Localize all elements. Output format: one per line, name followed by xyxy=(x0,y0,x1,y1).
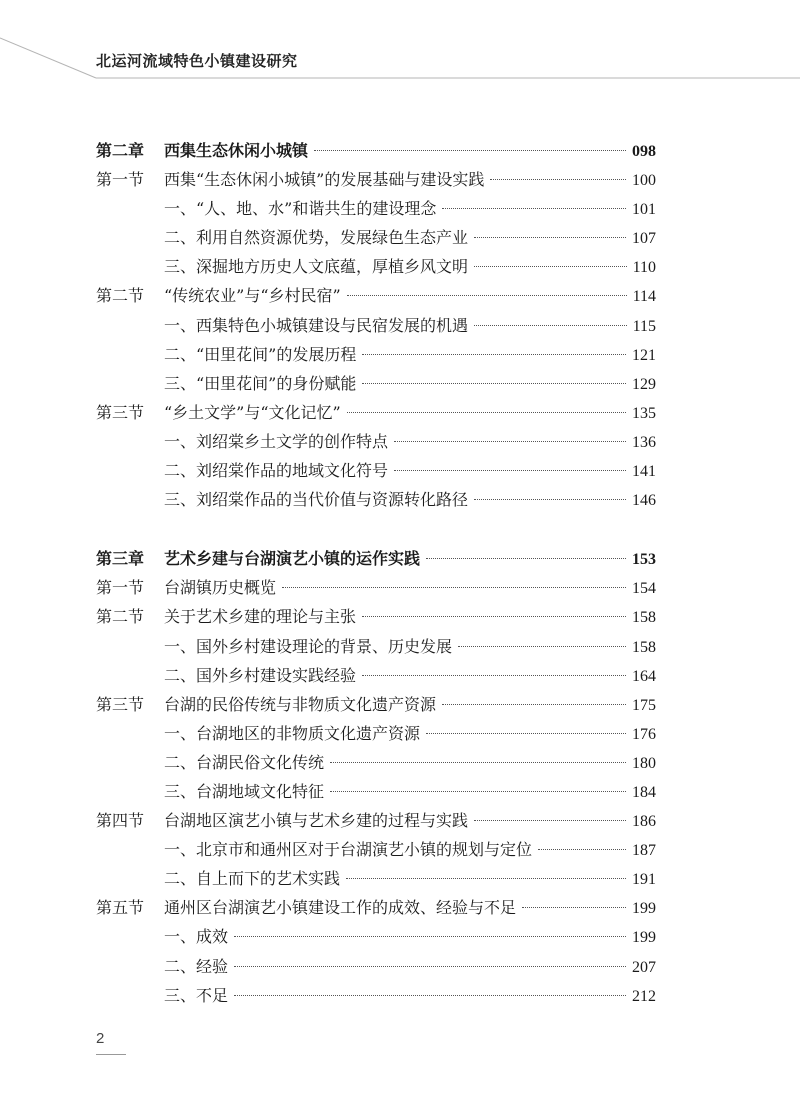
toc-chapter-entry[interactable] xyxy=(96,136,656,165)
toc-subsection-entry[interactable] xyxy=(96,835,656,864)
toc-entry-title: 一、刘绍棠乡土文学的创作特点 xyxy=(164,431,389,451)
toc-leader-dots xyxy=(234,995,626,996)
toc-leader-dots xyxy=(346,878,626,879)
toc-section-entry[interactable] xyxy=(96,602,656,631)
toc-section-entry[interactable] xyxy=(96,398,656,427)
toc-entry-title: 台湖地区演艺小镇与艺术乡建的过程与实践 xyxy=(164,811,469,831)
toc-entry-title: 西集生态休闲小城镇 xyxy=(164,141,309,160)
toc-entry-title: “乡土文学”与“文化记忆” xyxy=(164,402,341,422)
toc-page-number: 121 xyxy=(632,346,656,364)
toc-subsection-entry[interactable] xyxy=(96,223,656,252)
toc-leader-dots xyxy=(538,849,626,850)
toc-leader-dots xyxy=(362,616,626,617)
toc-page-number: 176 xyxy=(632,725,656,743)
toc-subsection-entry[interactable] xyxy=(96,340,656,369)
toc-page-number: 136 xyxy=(632,433,656,451)
toc-page-number: 115 xyxy=(632,317,656,335)
toc-page-number: 184 xyxy=(632,783,656,801)
toc-entry-number: 第一节 xyxy=(96,170,145,190)
toc-section-entry[interactable] xyxy=(96,281,656,310)
toc-page-number: 164 xyxy=(632,667,656,685)
toc-leader-dots xyxy=(474,266,627,267)
toc-subsection-entry[interactable] xyxy=(96,748,656,777)
chapter-gap xyxy=(96,514,656,544)
toc-leader-dots xyxy=(362,354,626,355)
toc-entry-title: 艺术乡建与台湖演艺小镇的运作实践 xyxy=(164,549,421,569)
toc-entry-title: 二、经验 xyxy=(164,956,229,976)
page-number: 2 xyxy=(96,1030,105,1047)
toc-leader-dots xyxy=(426,733,626,734)
toc-page-number: 141 xyxy=(632,463,656,481)
toc-entry-number: 第五节 xyxy=(96,898,145,918)
toc-leader-dots xyxy=(362,383,626,384)
toc-page-number: 199 xyxy=(632,929,656,947)
toc-entry-number: 第四节 xyxy=(96,811,145,831)
toc-entry-title: “传统农业”与“乡村民宿” xyxy=(164,286,341,306)
toc-entry-number: 第一节 xyxy=(96,578,145,598)
header-decoration xyxy=(0,0,800,90)
toc-leader-dots xyxy=(394,470,626,471)
toc-entry-title: 二、刘绍棠作品的地域文化符号 xyxy=(164,461,389,481)
toc-entry-number: 第二节 xyxy=(96,286,145,306)
toc-entry-title: 一、西集特色小城镇建设与民宿发展的机遇 xyxy=(164,315,469,335)
toc-leader-dots xyxy=(426,558,626,559)
toc-page-number: 186 xyxy=(632,813,656,831)
toc-entry-number: 第三章 xyxy=(96,549,145,569)
toc-subsection-entry[interactable] xyxy=(96,369,656,398)
toc-subsection-entry[interactable] xyxy=(96,456,656,485)
toc-entry-title: 三、“田里花间”的身份赋能 xyxy=(164,373,357,393)
toc-entry-title: 西集“生态休闲小城镇”的发展基础与建设实践 xyxy=(164,170,485,190)
toc-leader-dots xyxy=(474,820,626,821)
toc-entry-number: 第三节 xyxy=(96,402,145,422)
toc-entry-title: 通州区台湖演艺小镇建设工作的成效、经验与不足 xyxy=(164,898,517,918)
toc-entry-title: 一、“人、地、水”和谐共生的建设理念 xyxy=(164,199,437,219)
toc-page-number: 098 xyxy=(632,143,656,160)
toc-chapter-entry[interactable] xyxy=(96,544,656,573)
toc-subsection-entry[interactable] xyxy=(96,952,656,981)
toc-page-number: 175 xyxy=(632,696,656,714)
toc-page-number: 129 xyxy=(632,375,656,393)
toc-leader-dots xyxy=(394,441,626,442)
toc-page-number: 158 xyxy=(632,609,656,627)
toc-leader-dots xyxy=(522,907,626,908)
toc-page-number: 199 xyxy=(632,900,656,918)
table-of-contents xyxy=(96,136,656,1010)
toc-entry-title: 二、利用自然资源优势，发展绿色生态产业 xyxy=(164,228,469,248)
toc-entry-number: 第二节 xyxy=(96,607,145,627)
toc-page-number: 212 xyxy=(632,987,656,1005)
toc-entry-title: 三、刘绍棠作品的当代价值与资源转化路径 xyxy=(164,490,469,510)
toc-entry-title: 三、不足 xyxy=(164,985,229,1005)
toc-subsection-entry[interactable] xyxy=(96,485,656,514)
toc-subsection-entry[interactable] xyxy=(96,194,656,223)
toc-entry-title: 三、台湖地域文化特征 xyxy=(164,781,325,801)
toc-entry-number: 第三节 xyxy=(96,694,145,714)
toc-leader-dots xyxy=(474,237,626,238)
toc-leader-dots xyxy=(442,704,626,705)
toc-entry-title: 台湖镇历史概览 xyxy=(164,578,277,598)
toc-subsection-entry[interactable] xyxy=(96,719,656,748)
toc-leader-dots xyxy=(234,936,626,937)
toc-entry-title: 二、“田里花间”的发展历程 xyxy=(164,344,357,364)
toc-entry-title: 三、深掘地方历史人文底蕴，厚植乡风文明 xyxy=(164,257,469,277)
toc-section-entry[interactable] xyxy=(96,573,656,602)
toc-leader-dots xyxy=(347,412,626,413)
toc-entry-title: 二、自上而下的艺术实践 xyxy=(164,869,341,889)
toc-page-number: 154 xyxy=(632,580,656,598)
toc-entry-title: 二、国外乡村建设实践经验 xyxy=(164,665,357,685)
toc-leader-dots xyxy=(330,762,626,763)
toc-subsection-entry[interactable] xyxy=(96,981,656,1010)
toc-subsection-entry[interactable] xyxy=(96,661,656,690)
toc-subsection-entry[interactable] xyxy=(96,311,656,340)
toc-page-number: 158 xyxy=(632,638,656,656)
toc-page-number: 191 xyxy=(632,871,656,889)
toc-subsection-entry[interactable] xyxy=(96,777,656,806)
toc-page-number: 153 xyxy=(632,551,656,569)
toc-entry-number: 第二章 xyxy=(96,141,145,160)
toc-page-number: 187 xyxy=(632,842,656,860)
toc-section-entry[interactable] xyxy=(96,165,656,194)
toc-page-number: 110 xyxy=(632,259,656,277)
toc-page-number: 207 xyxy=(632,958,656,976)
toc-page-number: 101 xyxy=(632,201,656,219)
toc-section-entry[interactable] xyxy=(96,893,656,922)
toc-leader-dots xyxy=(490,179,626,180)
toc-page-number: 146 xyxy=(632,492,656,510)
toc-entry-title: 一、国外乡村建设理论的背景、历史发展 xyxy=(164,636,453,656)
toc-entry-title: 二、台湖民俗文化传统 xyxy=(164,752,325,772)
toc-page-number: 114 xyxy=(632,288,656,306)
toc-section-entry[interactable] xyxy=(96,806,656,835)
toc-entry-title: 一、台湖地区的非物质文化遗产资源 xyxy=(164,723,421,743)
toc-leader-dots xyxy=(362,675,626,676)
toc-entry-title: 一、北京市和通州区对于台湖演艺小镇的规划与定位 xyxy=(164,840,533,860)
running-title: 北运河流域特色小镇建设研究 xyxy=(96,52,298,70)
toc-leader-dots xyxy=(474,325,627,326)
folio-rule xyxy=(96,1054,126,1055)
toc-leader-dots xyxy=(234,966,626,967)
toc-section-entry[interactable] xyxy=(96,690,656,719)
toc-leader-dots xyxy=(347,295,627,296)
toc-subsection-entry[interactable] xyxy=(96,252,656,281)
toc-page-number: 100 xyxy=(632,172,656,190)
toc-page-number: 107 xyxy=(632,230,656,248)
toc-entry-title: 一、成效 xyxy=(164,927,229,947)
toc-leader-dots xyxy=(330,791,626,792)
toc-leader-dots xyxy=(458,646,626,647)
toc-entry-title: 台湖的民俗传统与非物质文化遗产资源 xyxy=(164,694,437,714)
toc-leader-dots xyxy=(442,208,626,209)
toc-subsection-entry[interactable] xyxy=(96,632,656,661)
toc-page-number: 180 xyxy=(632,754,656,772)
toc-leader-dots xyxy=(474,499,626,500)
toc-subsection-entry[interactable] xyxy=(96,864,656,893)
toc-subsection-entry[interactable] xyxy=(96,922,656,951)
toc-page-number: 135 xyxy=(632,404,656,422)
toc-entry-title: 关于艺术乡建的理论与主张 xyxy=(164,607,357,627)
toc-subsection-entry[interactable] xyxy=(96,427,656,456)
toc-leader-dots xyxy=(314,150,626,151)
toc-leader-dots xyxy=(282,587,626,588)
